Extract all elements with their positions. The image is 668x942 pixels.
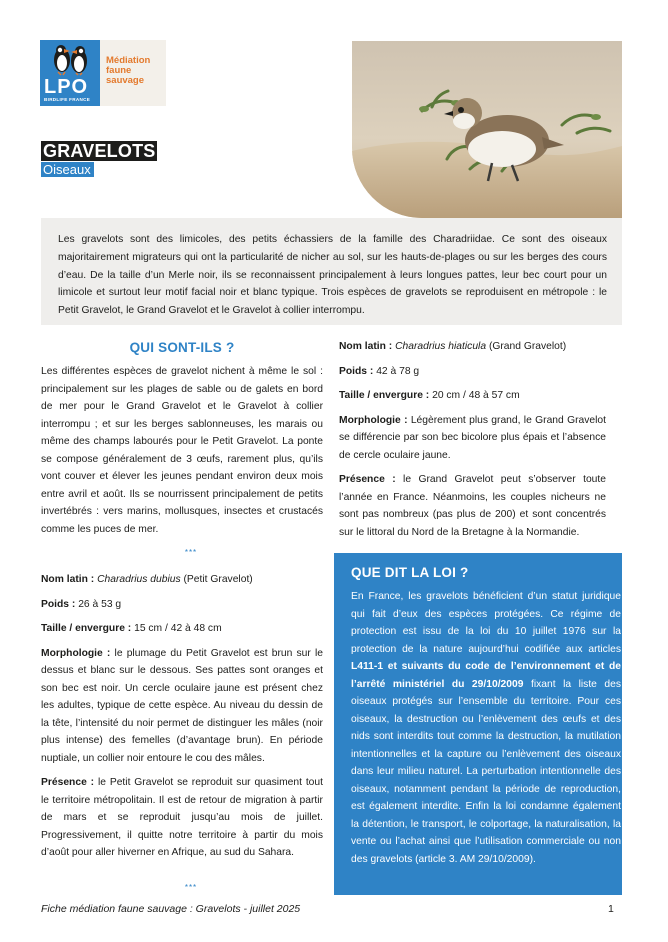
presence-text: le Petit Gravelot se reproduit sur quasiment tout le territoire métropolitain. Il est de retour de migration à partir de mars et se reproduit jusqu’au mois de juillet. Progressivement, il quitte notre territoire à partir du mois d’août pour aller hiverner en Afrique, au sud du Sahara. <box>41 777 324 858</box>
logo-brand: LPO <box>44 76 89 98</box>
field-label: Morphologie : <box>339 414 411 426</box>
logo-tag-line: faune <box>106 65 132 76</box>
law-heading: QUE DIT LA LOI ? <box>351 565 469 580</box>
page-subtitle: Oiseaux <box>41 162 94 177</box>
separator: *** <box>184 883 198 892</box>
section-heading-who: QUI SONT-ILS ? <box>129 340 235 355</box>
law-text <box>351 588 621 868</box>
size-value: 15 cm / 42 à 48 cm <box>134 623 222 634</box>
logo-tag-line: Médiation <box>106 55 151 66</box>
field-label: Taille / envergure : <box>339 390 433 401</box>
page-number: 1 <box>608 903 614 915</box>
footer-caption: Fiche médiation faune sauvage : Gravelots - juillet 2025 <box>41 903 301 915</box>
law-text-part: En France, les gravelots bénéficient d’un statut juridique qui fait d’eux des espèces protégées. Ce régime de protection est issu de la loi du 10 juillet 1976 sur la protection de la nature aujourd’hui codifiée aux articles <box>351 591 621 655</box>
logo-blue-block <box>40 40 100 106</box>
logo-tag-block <box>100 40 166 106</box>
weight-value: 42 à 78 g <box>376 365 420 377</box>
field-label: Nom latin : <box>339 341 396 352</box>
size-value: 20 cm / 48 à 57 cm <box>432 390 520 401</box>
intro-text: Les gravelots sont des limicoles, des petits échassiers de la famille des Charadriidae. Ce sont des oiseaux majoritairement migrateurs qui ont la particularité de nicher au sol, sur les hauts-de-plages ou sur les berges des cours d’eau. De la taille d’un Merle noir, ils se reconnaissent principalement à leurs longues pattes, leur bec court pour un limicole et surtout leur motif facial noir et blanc typique. Trois espèces de gravelots se reproduisent en métropole : le Petit Gravelot, le Grand Gravelot et le Gravelot à collier interrompu. <box>58 234 607 317</box>
presence-paragraph <box>41 774 323 862</box>
page-title: GRAVELOTS <box>43 141 156 161</box>
field-label: Taille / envergure : <box>41 623 135 634</box>
petit-gravelot-section <box>41 571 323 869</box>
law-text-bold: L411-1 et suivants du code de l’environnement et de l’arrêté ministériel du 29/10/2009 <box>351 661 621 690</box>
presence-paragraph <box>339 471 606 541</box>
law-box <box>334 553 622 895</box>
morphology-paragraph <box>41 645 323 768</box>
lpo-logo <box>40 40 166 106</box>
latin-name-line <box>339 338 606 356</box>
latin-name: Charadrius dubius <box>97 574 181 585</box>
intro-box <box>41 218 622 325</box>
presence-text: le Grand Gravelot peut s’observer toute l’année en France. Néanmoins, les couples nicheurs ne sont pas nombreux (pas plus de 200) et sont concentrés sur le littoral du Nord de la Bretagne à la Normandie. <box>339 474 607 538</box>
weight-line <box>41 596 323 614</box>
field-label: Présence : <box>339 474 404 485</box>
weight-line <box>339 363 606 381</box>
law-text-part: fixant la liste des oiseaux protégés sur l’ensemble du territoire. Pour ces oiseaux, la destruction ou l’enlèvement des œufs et des nids sont interdits tout comme la destruction, la mutilation intentionnelles et la capture ou l’enlèvement des oiseaux dans leur milieu naturel. La perturbation intentionnelle des oiseaux, notamment pendant la période de reproduction, est également interdite. Enfin la loi condamne également la détention, le transport, le colportage, la naturalisation, la vente ou l’achat ainsi que l’utilisation commerciale ou non des gravelots (article 3. AM 29/10/2009). <box>351 678 622 865</box>
size-line <box>339 387 606 405</box>
who-paragraph: Les différentes espèces de gravelot nichent à même le sol : principalement sur les plages de sable ou de galets en bord de mer pour le Grand Gravelot et le Gravelot à collier interrompu ; et sur les berges sablonneuses, les marais ou même des champs labourés pour le Petit Gravelot. La ponte se compose généralement de 3 œufs, rarement plus, qu’ils vont couver et élever les jeunes pendant environ deux mois entre avril et août. Ils se nourrissent principalement de petits invertébrés : vers marins, mollusques, insectes et crustacés comme les puces de mer. <box>41 366 323 535</box>
field-label: Poids : <box>339 365 377 377</box>
plover-on-sand-image <box>352 41 622 218</box>
morphology-paragraph <box>339 412 606 465</box>
common-name: (Grand Gravelot) <box>486 341 567 352</box>
weight-value: 26 à 53 g <box>78 598 122 610</box>
common-name: (Petit Gravelot) <box>180 574 253 585</box>
logo-tag-line: sauvage <box>106 75 145 86</box>
field-label: Morphologie : <box>41 647 115 659</box>
grand-gravelot-section <box>339 338 606 548</box>
latin-name-line <box>41 571 323 589</box>
field-label: Poids : <box>41 598 79 610</box>
separator: *** <box>184 548 198 557</box>
morphology-text: le plumage du Petit Gravelot est brun sur le dessus et blanc sur le dessous. Ses pattes sont oranges et son bec est noir. Un cercle oculaire jaune est présent chez les adultes, typique de cette espèce. Au niveau du dessin de la tête, l’intensité du noir permet de distinguer les mâles (noir plus intense) des femelles (d’avantage brun). En période nuptiale, un collier noir entoure le cou des mâles. <box>41 647 323 764</box>
latin-name: Charadrius hiaticula <box>395 341 487 352</box>
morphology-text: Légèrement plus grand, le Grand Gravelot se différencie par son bec bicolore plus épais et l’absence de cercle oculaire jaune. <box>339 414 606 461</box>
logo-brand-sub: BIRDLIFE FRANCE <box>44 97 91 102</box>
plover-photo <box>352 41 622 218</box>
who-text <box>41 363 323 545</box>
size-line <box>41 620 323 638</box>
puffin-icon <box>48 42 94 76</box>
field-label: Nom latin : <box>41 574 98 585</box>
field-label: Présence : <box>41 777 98 788</box>
